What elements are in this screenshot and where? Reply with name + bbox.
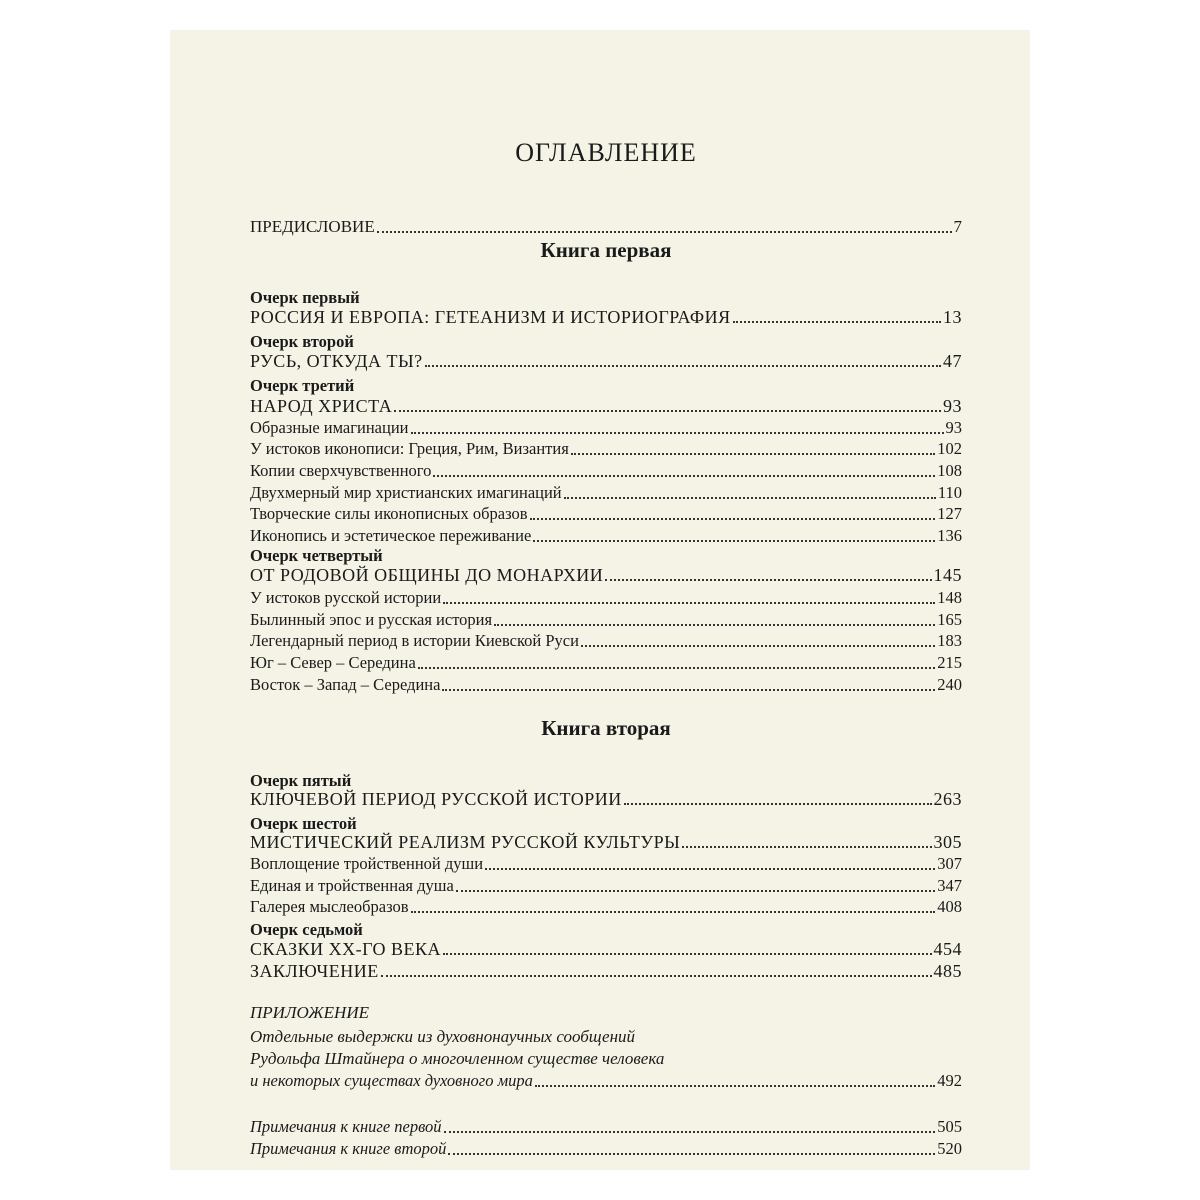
toc-entry-label: НАРОД ХРИСТА [250, 396, 393, 416]
toc-subentry [250, 482, 962, 504]
leader-dots [564, 497, 936, 499]
toc-subentry [250, 875, 962, 897]
leader-dots [533, 540, 935, 542]
leader-dots [418, 667, 935, 669]
leader-dots [530, 518, 936, 520]
toc-entry-page: 520 [937, 1139, 962, 1158]
essay-heading: Очерк четвертый [250, 546, 383, 565]
leader-dots [442, 689, 935, 691]
toc-entry-page: 492 [937, 1071, 962, 1090]
toc-entry-page: 408 [937, 897, 962, 916]
book-heading-first: Книга первая [540, 238, 672, 262]
toc-entry-label: Примечания к книге первой [250, 1117, 442, 1136]
toc-entry-page: 240 [937, 675, 962, 694]
toc-entry-page: 454 [933, 939, 962, 959]
toc-entry [250, 938, 962, 960]
toc-subentry [250, 460, 962, 482]
leader-dots [682, 846, 931, 848]
toc-entry-preface [250, 216, 962, 238]
toc-entry-page: 136 [937, 526, 962, 545]
toc-entry [250, 831, 962, 853]
appendix-heading: ПРИЛОЖЕНИЕ [250, 1003, 369, 1022]
leader-dots [494, 624, 935, 626]
leader-dots [581, 645, 935, 647]
page-title: ОГЛАВЛЕНИЕ [515, 138, 697, 167]
toc-entry-label: Творческие силы иконописных образов [250, 504, 528, 523]
toc-entry-label: КЛЮЧЕВОЙ ПЕРИОД РУССКОЙ ИСТОРИИ [250, 789, 622, 809]
toc-entry-label: ОТ РОДОВОЙ ОБЩИНЫ ДО МОНАРХИИ [250, 565, 604, 585]
toc-entry-label: Двухмерный мир христианских имагинаций [250, 483, 562, 502]
toc-entry [250, 350, 962, 372]
leader-dots [535, 1085, 935, 1087]
toc-entry-label: СКАЗКИ ХХ-ГО ВЕКА [250, 939, 442, 959]
toc-entry [250, 395, 962, 417]
toc-entry-notes [250, 1116, 962, 1138]
toc-subentry [250, 438, 962, 460]
toc-entry-label: ЗАКЛЮЧЕНИЕ [250, 961, 379, 981]
essay-heading: Очерк первый [250, 288, 360, 307]
toc-entry-page: 305 [933, 832, 962, 852]
essay-heading: Очерк шестой [250, 814, 357, 833]
toc-entry-page: 183 [937, 631, 962, 650]
toc-subentry [250, 652, 962, 674]
toc-entry-page: 93 [945, 418, 962, 437]
toc-entry-page: 307 [937, 854, 962, 873]
toc-entry [250, 564, 962, 586]
leader-dots [411, 911, 936, 913]
toc-entry-label: МИСТИЧЕСКИЙ РЕАЛИЗМ РУССКОЙ КУЛЬТУРЫ [250, 832, 681, 852]
toc-entry-label: РУСЬ, ОТКУДА ТЫ? [250, 351, 423, 371]
leader-dots [485, 868, 935, 870]
toc-entry-label: Копии сверхчувственного [250, 461, 432, 480]
toc-entry-label: Былинный эпос и русская история [250, 610, 493, 629]
toc-entry-page: 485 [933, 961, 962, 981]
toc-entry-page: 215 [937, 653, 962, 672]
toc-entry-label: Воплощение тройственной души [250, 854, 484, 873]
toc-entry-page: 13 [943, 307, 962, 327]
leader-dots [733, 321, 941, 323]
toc-entry-label: Галерея мыслеобразов [250, 897, 409, 916]
toc-entry-page: 7 [953, 217, 962, 236]
toc-entry-page: 145 [933, 565, 962, 585]
toc-entry-label: Юг – Север – Середина [250, 653, 416, 672]
leader-dots [394, 410, 941, 412]
leader-dots [377, 231, 952, 233]
leader-dots [425, 365, 941, 367]
toc-entry-conclusion [250, 960, 962, 982]
leader-dots [456, 890, 935, 892]
essay-heading: Очерк третий [250, 376, 355, 395]
essay-heading: Очерк второй [250, 332, 354, 351]
toc-entry-page: 108 [937, 461, 962, 480]
toc-entry-page: 505 [937, 1117, 962, 1136]
toc-entry-label: Восток – Запад – Середина [250, 675, 441, 694]
toc-entry-label: У истоков русской истории [250, 588, 442, 607]
toc-subentry [250, 503, 962, 525]
appendix-line: Рудольфа Штайнера о многочленном существе человека [250, 1049, 665, 1068]
toc-entry-page: 347 [937, 876, 962, 895]
toc-entry-label: и некоторых существах духовного мира [250, 1071, 533, 1090]
toc-subentry [250, 587, 962, 609]
toc-entry-label: Иконопись и эстетическое переживание [250, 526, 532, 545]
toc-entry-appendix [250, 1070, 962, 1092]
toc-subentry [250, 525, 962, 547]
essay-heading: Очерк седьмой [250, 920, 363, 939]
toc-entry-notes [250, 1138, 962, 1160]
toc-entry-label: У истоков иконописи: Греция, Рим, Византия [250, 439, 569, 458]
toc-entry [250, 306, 962, 328]
toc-subentry [250, 853, 962, 875]
toc-entry-label: Легендарный период в истории Киевской Руси [250, 631, 579, 650]
toc-entry-label: Примечания к книге второй [250, 1139, 447, 1158]
toc-entry-page: 263 [933, 789, 962, 809]
toc-subentry [250, 896, 962, 918]
book-page [170, 30, 1030, 1170]
toc-entry-page: 102 [937, 439, 962, 458]
essay-heading: Очерк пятый [250, 771, 352, 790]
toc-entry-label: Образные имагинации [250, 418, 409, 437]
toc-subentry [250, 630, 962, 652]
toc-entry-label: Единая и тройственная душа [250, 876, 454, 895]
book-heading-second: Книга вторая [541, 716, 671, 740]
leader-dots [443, 602, 935, 604]
leader-dots [605, 579, 931, 581]
leader-dots [624, 803, 932, 805]
toc-subentry [250, 417, 962, 439]
toc-subentry [250, 674, 962, 696]
leader-dots [448, 1153, 935, 1155]
toc-entry-page: 93 [943, 396, 962, 416]
toc-entry-page: 110 [937, 483, 962, 502]
appendix-line: Отдельные выдержки из духовнонаучных сообщений [250, 1027, 636, 1046]
leader-dots [571, 453, 935, 455]
toc-entry-page: 148 [937, 588, 962, 607]
toc-entry-label: ПРЕДИСЛОВИЕ [250, 217, 375, 236]
toc-entry-page: 165 [937, 610, 962, 629]
toc-entry-label: РОССИЯ И ЕВРОПА: ГЕТЕАНИЗМ И ИСТОРИОГРАФИЯ [250, 307, 731, 327]
leader-dots [444, 1131, 936, 1133]
leader-dots [411, 432, 944, 434]
toc-subentry [250, 609, 962, 631]
toc-entry-page: 127 [937, 504, 962, 523]
leader-dots [443, 953, 931, 955]
toc-entry [250, 788, 962, 810]
toc-entry-page: 47 [943, 351, 962, 371]
leader-dots [381, 975, 932, 977]
leader-dots [433, 475, 935, 477]
